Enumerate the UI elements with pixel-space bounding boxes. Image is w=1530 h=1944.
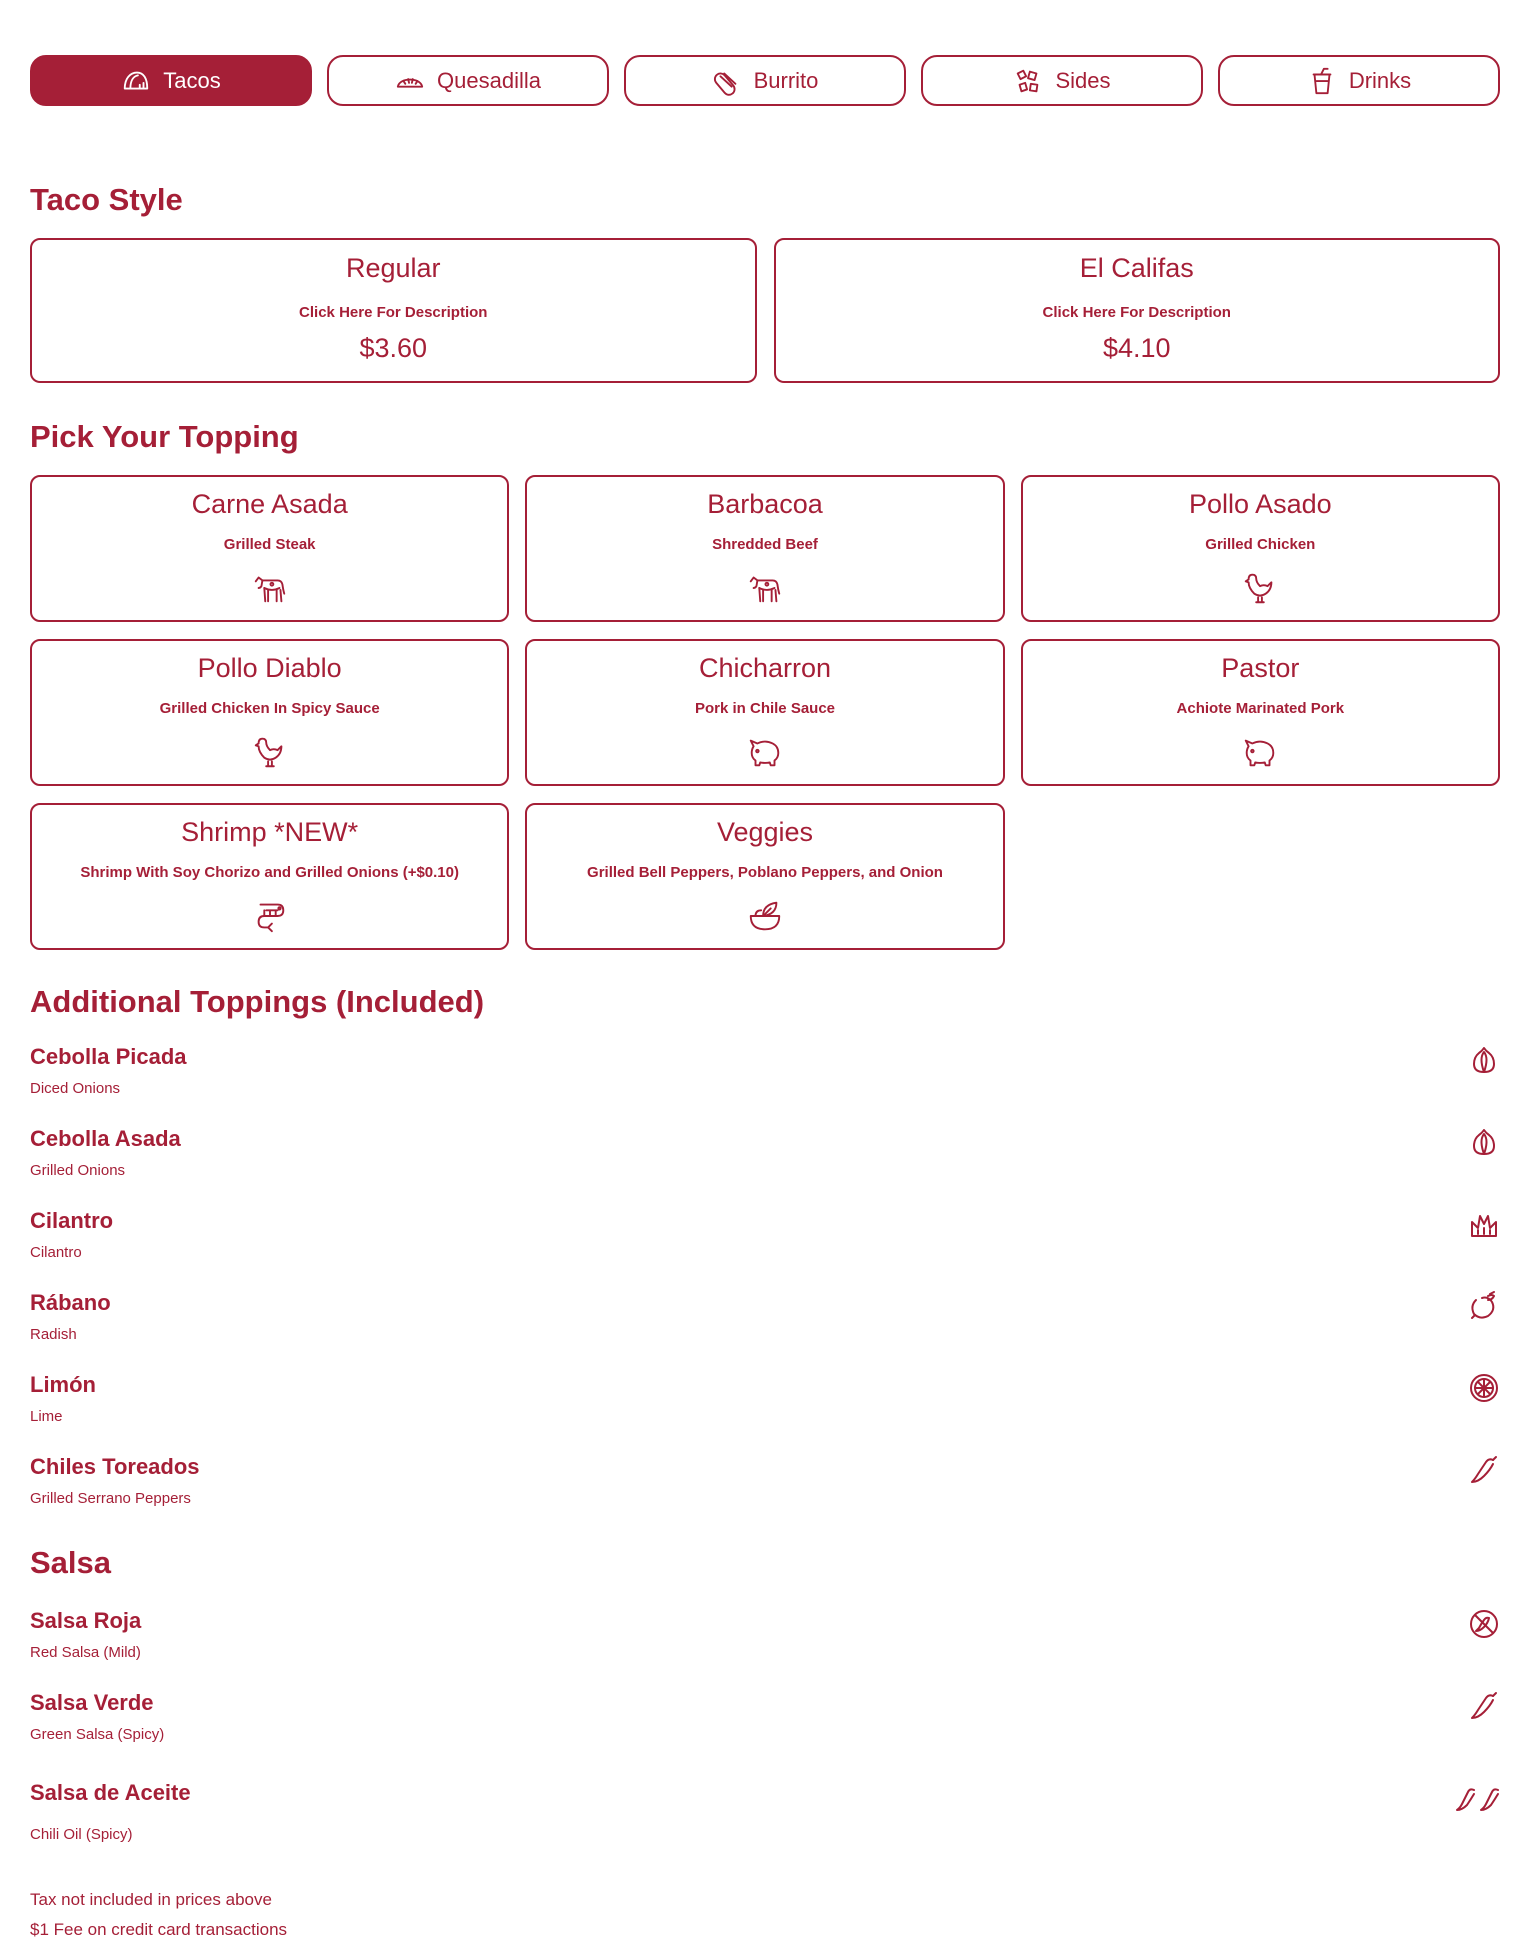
item-description: Grilled Serrano Peppers bbox=[30, 1490, 191, 1507]
topping-card-carne-asada[interactable] bbox=[30, 475, 509, 622]
item-description: Red Salsa (Mild) bbox=[30, 1644, 141, 1661]
topping-name: Pastor bbox=[1221, 653, 1300, 683]
topping-name: Chicharron bbox=[698, 653, 832, 683]
additional-toppings-title: Additional Toppings (Included) bbox=[30, 984, 485, 1019]
topping-options bbox=[30, 475, 1500, 950]
pick-topping-title: Pick Your Topping bbox=[30, 419, 299, 454]
onion-icon bbox=[1468, 1044, 1500, 1076]
onion-icon bbox=[1468, 1126, 1500, 1158]
style-card-el-califas[interactable] bbox=[774, 238, 1501, 383]
topping-card-shrimp[interactable] bbox=[30, 803, 509, 950]
tab-label: Sides bbox=[1055, 67, 1111, 93]
topping-description: Achiote Marinated Pork bbox=[1176, 700, 1345, 717]
card-fee-note: $1 Fee on credit card transactions bbox=[30, 1920, 288, 1939]
tab-label: Tacos bbox=[163, 67, 221, 93]
topping-description: Grilled Chicken In Spicy Sauce bbox=[159, 700, 380, 717]
chili-pepper-icon bbox=[1468, 1454, 1500, 1486]
additional-topping-row[interactable] bbox=[30, 1126, 1500, 1208]
chicken-icon bbox=[1241, 569, 1279, 607]
topping-name: Pollo Diablo bbox=[197, 653, 342, 683]
salsa-row[interactable] bbox=[30, 1772, 1500, 1868]
salsa-row[interactable] bbox=[30, 1690, 1500, 1772]
item-name: Chiles Toreados bbox=[30, 1454, 200, 1479]
item-name: Salsa Verde bbox=[30, 1690, 154, 1715]
topping-card-pollo-diablo[interactable] bbox=[30, 639, 509, 786]
topping-name: Barbacoa bbox=[707, 489, 823, 519]
pig-icon bbox=[746, 733, 784, 771]
topping-card-veggies[interactable] bbox=[525, 803, 1004, 950]
style-name: Regular bbox=[345, 253, 441, 283]
additional-topping-row[interactable] bbox=[30, 1454, 1500, 1536]
herb-icon bbox=[1468, 1208, 1500, 1240]
double-chili-icon bbox=[1454, 1784, 1500, 1816]
drink-cup-icon bbox=[1307, 66, 1337, 96]
topping-description: Grilled Bell Peppers, Poblano Peppers, and Onion bbox=[587, 864, 943, 881]
topping-card-pollo-asado[interactable] bbox=[1021, 475, 1500, 622]
cow-icon bbox=[251, 569, 289, 607]
item-description: Cilantro bbox=[30, 1244, 82, 1261]
topping-description: Pork in Chile Sauce bbox=[694, 700, 836, 717]
burrito-icon bbox=[712, 66, 742, 96]
topping-name: Pollo Asado bbox=[1189, 489, 1332, 519]
radish-icon bbox=[1468, 1290, 1500, 1322]
salad-bowl-icon bbox=[746, 897, 784, 935]
item-description: Radish bbox=[30, 1326, 77, 1343]
item-name: Rábano bbox=[30, 1290, 111, 1315]
additional-topping-row[interactable] bbox=[30, 1208, 1500, 1290]
item-name: Cebolla Picada bbox=[30, 1044, 187, 1069]
style-price: $4.10 bbox=[1102, 333, 1171, 363]
style-description-link[interactable]: Click Here For Description bbox=[299, 304, 488, 321]
tab-label: Quesadilla bbox=[437, 67, 541, 93]
lime-icon bbox=[1468, 1372, 1500, 1404]
cow-icon bbox=[746, 569, 784, 607]
chili-pepper-icon bbox=[1468, 1690, 1500, 1722]
tab-sides[interactable] bbox=[921, 55, 1203, 106]
footer-notes bbox=[30, 1885, 287, 1944]
style-price: $3.60 bbox=[359, 333, 428, 363]
taco-style-options bbox=[30, 238, 1500, 383]
item-name: Salsa Roja bbox=[30, 1608, 142, 1633]
salsa-list bbox=[30, 1608, 1500, 1868]
additional-toppings-list bbox=[30, 1044, 1500, 1536]
additional-topping-row[interactable] bbox=[30, 1372, 1500, 1454]
tab-tacos[interactable] bbox=[30, 55, 312, 106]
tab-drinks[interactable] bbox=[1218, 55, 1500, 106]
no-spice-icon bbox=[1468, 1608, 1500, 1640]
topping-card-pastor[interactable] bbox=[1021, 639, 1500, 786]
item-description: Grilled Onions bbox=[30, 1162, 126, 1179]
item-description: Lime bbox=[30, 1408, 63, 1425]
item-description: Chili Oil (Spicy) bbox=[30, 1826, 133, 1843]
category-tabs bbox=[30, 55, 1500, 106]
taco-icon bbox=[121, 66, 151, 96]
topping-description: Grilled Steak bbox=[223, 536, 316, 553]
topping-card-chicharron[interactable] bbox=[525, 639, 1004, 786]
item-description: Green Salsa (Spicy) bbox=[30, 1726, 165, 1743]
taco-style-title: Taco Style bbox=[30, 182, 183, 217]
tab-label: Burrito bbox=[753, 67, 819, 93]
salsa-row[interactable] bbox=[30, 1608, 1500, 1690]
tab-quesadilla[interactable] bbox=[327, 55, 609, 106]
topping-description: Shredded Beef bbox=[712, 536, 818, 553]
additional-topping-row[interactable] bbox=[30, 1290, 1500, 1372]
topping-description: Grilled Chicken bbox=[1205, 536, 1316, 553]
topping-name: Veggies bbox=[716, 817, 814, 847]
sides-icon bbox=[1013, 66, 1043, 96]
style-description-link[interactable]: Click Here For Description bbox=[1042, 304, 1231, 321]
topping-card-barbacoa[interactable] bbox=[525, 475, 1004, 622]
quesadilla-icon bbox=[395, 66, 425, 96]
item-name: Cilantro bbox=[30, 1208, 114, 1233]
salsa-title: Salsa bbox=[30, 1545, 112, 1580]
shrimp-icon bbox=[251, 897, 289, 935]
item-description: Diced Onions bbox=[30, 1080, 121, 1097]
additional-topping-row[interactable] bbox=[30, 1044, 1500, 1126]
item-name: Limón bbox=[30, 1372, 96, 1397]
topping-name: Carne Asada bbox=[191, 489, 348, 519]
tab-label: Drinks bbox=[1348, 67, 1412, 93]
style-card-regular[interactable] bbox=[30, 238, 757, 383]
tax-note: Tax not included in prices above bbox=[30, 1890, 272, 1909]
item-name: Cebolla Asada bbox=[30, 1126, 181, 1151]
style-name: El Califas bbox=[1079, 253, 1194, 283]
topping-name: Shrimp *NEW* bbox=[181, 817, 359, 847]
pig-icon bbox=[1241, 733, 1279, 771]
item-name: Salsa de Aceite bbox=[30, 1780, 191, 1805]
tab-burrito[interactable] bbox=[624, 55, 906, 106]
chicken-icon bbox=[251, 733, 289, 771]
topping-description: Shrimp With Soy Chorizo and Grilled Onions (+$0.10) bbox=[80, 864, 459, 881]
